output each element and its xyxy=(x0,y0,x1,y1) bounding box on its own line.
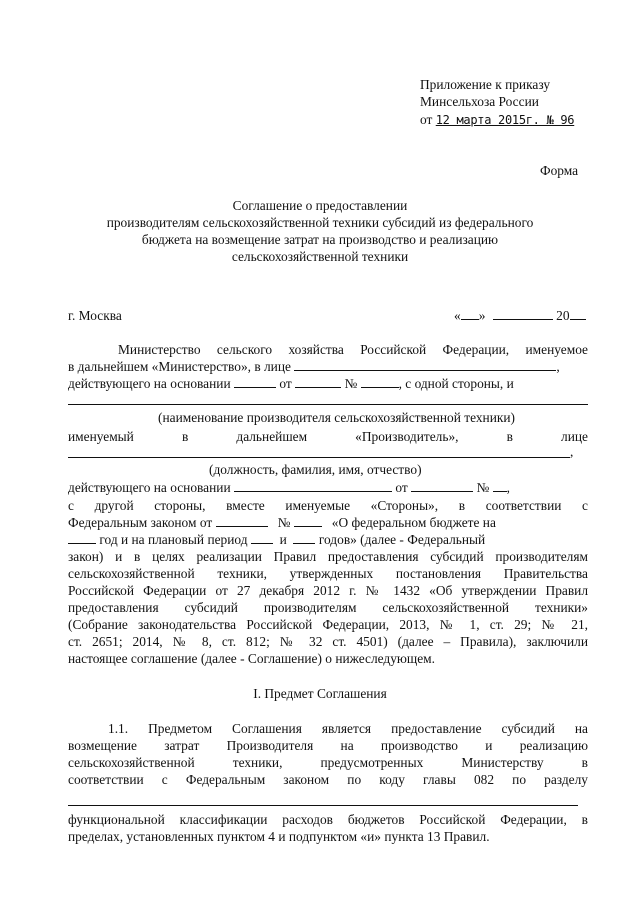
p3-from-label: от xyxy=(395,480,408,495)
day-blank xyxy=(461,308,479,320)
s1-line-3: сельскохозяйственной техники, предусмотренных Министерству в xyxy=(68,755,588,770)
planning-period-text: год и на плановый период xyxy=(99,532,248,547)
one-side-text: , с одной стороны, и xyxy=(398,376,514,391)
fed-law-abbrev-text: годов» (далее - Федеральный xyxy=(318,532,486,547)
p3-line-2: с другой стороны, вместе именуемые «Стороны», в соответствии с xyxy=(68,498,588,513)
place: г. Москва xyxy=(68,308,122,323)
p3-line-9: (Собрание законодательства Российской Федерации, 2013, № 1, ст. 29; № 21, xyxy=(68,617,588,632)
year-blank xyxy=(570,308,586,320)
header-line-2: Минсельхоза России xyxy=(420,94,539,109)
producer-name-line xyxy=(68,404,588,405)
title-line-1: Соглашение о предоставлении xyxy=(232,198,408,213)
p3-number-blank xyxy=(493,480,507,492)
fed-law-label: Федеральным законом от xyxy=(68,515,213,530)
p3-number-label: № xyxy=(476,480,490,495)
p3-basis-label: действующего на основании xyxy=(68,480,231,495)
header-line-1: Приложение к приказу xyxy=(420,77,551,92)
period-start-blank xyxy=(251,532,273,544)
s1-line-2: возмещение затрат Производителя на производство и реализацию xyxy=(68,738,588,753)
p3-line-6: сельскохозяйственной техники, утвержденных постановления Правительства xyxy=(68,566,588,581)
p3-line-3 xyxy=(68,514,588,532)
from-blank xyxy=(295,376,341,388)
s1-line-4: соответствии с Федеральным законом по коду главы 082 по разделу xyxy=(68,772,588,787)
p2-word-3: дальнейшем xyxy=(236,429,308,444)
p2-word-2: в xyxy=(181,429,189,444)
caption-position: (должность, фамилия, имя, отчество) xyxy=(209,462,422,477)
section-1-heading: I. Предмет Соглашения xyxy=(253,686,387,701)
p1-line-2-text: в дальнейшем «Министерство», в лице xyxy=(68,359,291,374)
header-date-prefix: от xyxy=(420,112,433,127)
p1-line-2: в дальнейшем «Министерство», в лице , xyxy=(68,359,560,374)
p2-line xyxy=(68,428,588,446)
representative-blank xyxy=(294,359,556,371)
p1-line-3 xyxy=(68,375,514,393)
p3-line-7: Российской Федерации от 27 декабря 2012 г. № 1432 «Об утверждении Правил xyxy=(68,583,588,598)
budget-year-blank xyxy=(68,532,96,544)
position-line-comma: , xyxy=(570,444,574,459)
p3-from-blank xyxy=(411,480,473,492)
title-line-2: производителям сельскохозяйственной техники субсидий из федерального xyxy=(106,215,534,230)
fed-law-number-label: № xyxy=(277,515,291,530)
caption-producer: (наименование производителя сельскохозяйственной техники) xyxy=(158,410,516,425)
basis-blank xyxy=(234,376,276,388)
position-line xyxy=(68,457,570,458)
month-blank xyxy=(493,308,553,320)
p3-line-5: закон) и в целях реализации Правил предоставления субсидий производителям xyxy=(68,549,588,564)
p1-line-1: Министерство сельского хозяйства Российской Федерации, именуемое xyxy=(118,342,588,357)
p2-word-5: в xyxy=(506,429,513,444)
s1-line-6: пределах, установленных пунктом 4 и подпунктом «и» пункта 13 Правил. xyxy=(68,829,490,844)
s1-line-5: функциональной классификации расходов бюджетов Российской Федерации, в xyxy=(68,812,588,827)
from-label: от xyxy=(279,376,292,391)
number-blank xyxy=(361,376,399,388)
title-line-4: сельскохозяйственной техники xyxy=(231,249,409,264)
period-end-blank xyxy=(293,532,315,544)
s1-line-1: 1.1. Предметом Соглашения является предоставление субсидий на xyxy=(108,721,588,736)
year-prefix: 20 xyxy=(556,308,570,323)
p2-word-4: «Производитель», xyxy=(355,429,459,444)
title-line-3: бюджета на возмещение затрат на производство и реализацию xyxy=(141,232,499,247)
p3-basis-blank xyxy=(234,480,392,492)
p3-line-8: предоставления субсидий производителям сельскохозяйственной техники» xyxy=(68,600,588,615)
p3-line-11: настоящее соглашение (далее - Соглашение) о нижеследующем. xyxy=(68,651,435,666)
p3-line-4 xyxy=(68,531,588,549)
p3-line-1: действующего на основании от № , xyxy=(68,480,510,495)
number-label: № xyxy=(344,376,358,391)
header-date-value: 12 марта 2015г. № 96 xyxy=(435,113,575,127)
date-open-quote: « xyxy=(454,308,461,323)
date-template xyxy=(454,307,586,325)
date-close-quote: » xyxy=(478,308,486,323)
fed-law-date-blank xyxy=(216,515,268,527)
p2-word-1: именуемый xyxy=(68,429,134,444)
basis-label: действующего на основании xyxy=(68,376,231,391)
fed-law-number-blank xyxy=(294,515,322,527)
form-label: Форма xyxy=(540,163,579,178)
period-and: и xyxy=(279,532,287,547)
fed-law-title: «О федеральном бюджете на xyxy=(331,515,496,530)
p2-word-6: лице xyxy=(561,429,588,444)
budget-code-line xyxy=(68,805,578,806)
header-line-3 xyxy=(420,111,574,130)
p3-line-10: ст. 2651; 2014, № 8, ст. 812; № 32 ст. 4501) (далее – Правила), заключили xyxy=(68,634,588,649)
